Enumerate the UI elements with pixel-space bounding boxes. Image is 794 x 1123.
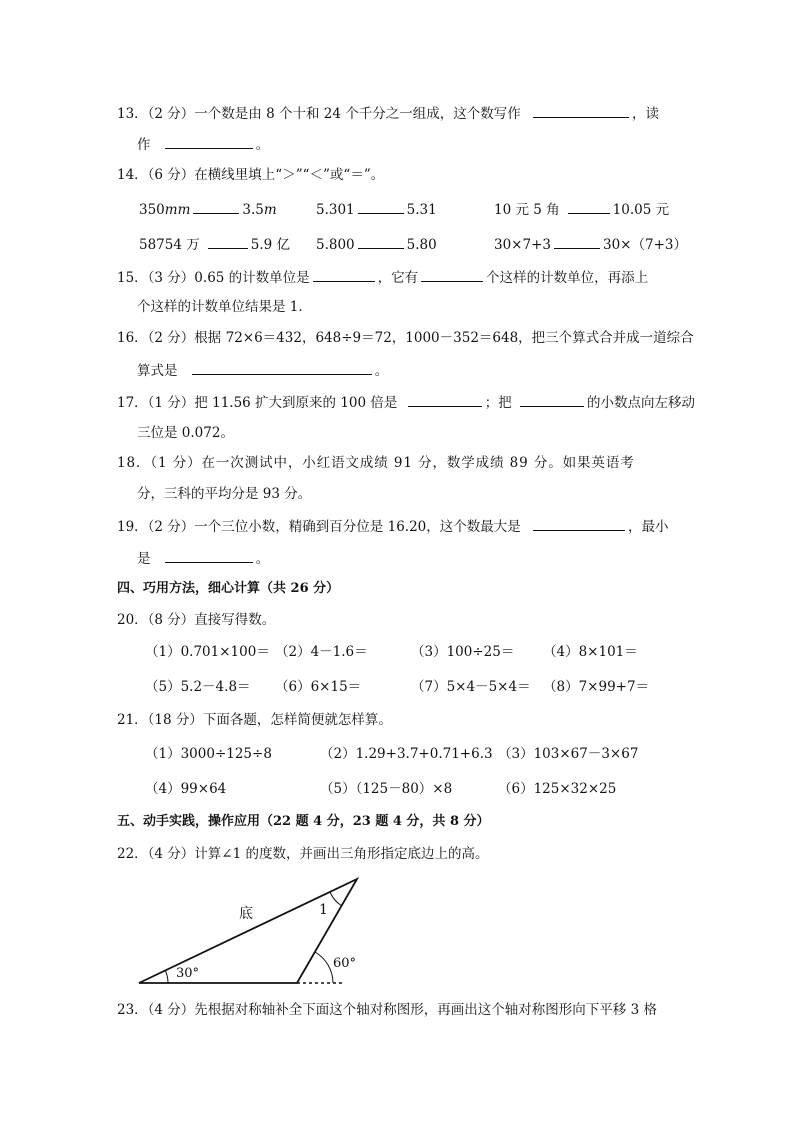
q18-line1: 18．（1 分）在一次测试中，小红语文成绩 91 分，数学成绩 89 分。如果英语考: [117, 455, 635, 471]
label-angle-1: 1: [319, 902, 328, 918]
q14-r1c3: [494, 199, 669, 219]
q17-blank-2[interactable]: [520, 392, 584, 407]
q19-line2: [137, 548, 269, 568]
label-base: 底: [239, 906, 253, 922]
q21-item-6: （6）125×32×25: [498, 781, 617, 797]
q20-item-1: （1）0.701×100＝: [145, 644, 270, 660]
q14-r2c1-a: 58754 万: [139, 237, 200, 253]
q20-item-5: （5）5.2－4.8＝: [145, 679, 251, 695]
q17-text-b: ；把: [484, 395, 512, 411]
q21-stem: 21．（18 分）下面各题，怎样简便就怎样算。: [117, 712, 392, 728]
q17-line1: [117, 392, 695, 412]
q14-r1c3-a: 10 元 5 角: [494, 202, 560, 218]
q15-text-a: 15．（3 分）0.65 的计数单位是: [117, 270, 310, 286]
q13-answer-blank-1[interactable]: [533, 103, 629, 118]
angle-1-arc: [330, 892, 342, 906]
q14-r2c3-a: 30×7+3: [494, 237, 551, 253]
section-5-heading: 五、动手实践，操作应用（22 题 4 分，23 题 4 分，共 8 分）: [117, 814, 490, 829]
q14-r2c2-a: 5.800: [316, 237, 355, 253]
q21-item-5: （5）（125－80）×8: [320, 781, 453, 797]
q19-text-d: 。: [255, 551, 270, 567]
q16-text-a: 算式是: [137, 363, 178, 379]
q15-blank-2[interactable]: [421, 267, 483, 282]
q14-r2c3: [494, 234, 687, 254]
q14-r1c1-a: 350: [139, 202, 165, 218]
q20-item-2: （2）4－1.6＝: [275, 644, 368, 660]
q19-line1: [117, 516, 669, 536]
q14-r1c1-b: 3.5: [242, 202, 264, 218]
q13-line2: [137, 134, 269, 154]
q14-stem: 14．（6 分）在横线里填上“＞”“＜”或“＝”。: [117, 167, 385, 183]
q14-r1c2-b: 5.31: [406, 202, 437, 218]
q15-text-c: 个这样的计数单位，再添上: [486, 270, 649, 286]
q14-blank-1[interactable]: [193, 199, 239, 214]
q16-answer-blank[interactable]: [192, 360, 372, 375]
section-4-heading: 四、巧用方法，细心计算（共 26 分）: [117, 581, 340, 596]
q17-line2: 三位是 0.072。: [137, 425, 234, 441]
q21-item-2: （2）1.29+3.7+0.71+6.3: [320, 746, 493, 762]
q13-text-c: 作: [137, 137, 151, 153]
q14-blank-5[interactable]: [358, 234, 404, 249]
q19-blank-1[interactable]: [533, 516, 625, 531]
q15-line1: [117, 267, 648, 287]
q14-blank-2[interactable]: [358, 199, 404, 214]
q14-r1c3-b: 10.05 元: [612, 202, 670, 218]
q18-line2: 分，三科的平均分是 93 分。: [137, 486, 312, 502]
q15-line2: 个这样的计数单位结果是 1．: [137, 299, 312, 315]
q14-blank-4[interactable]: [208, 234, 248, 249]
q21-item-4: （4）99×64: [145, 781, 227, 797]
q14-blank-3[interactable]: [568, 199, 610, 214]
triangle-shape: [139, 879, 357, 983]
q14-r1c2: [316, 199, 437, 219]
q19-text-a: 19．（2 分）一个三位小数，精确到百分位是 16.20，这个数最大是: [117, 519, 521, 535]
q13-text-d: 。: [255, 137, 270, 153]
q23-line1: 23．（4 分）先根据对称轴补全下面这个轴对称图形，再画出这个轴对称图形向下平移 3 格: [117, 1002, 657, 1018]
q21-item-3: （3）103×67－3×67: [498, 746, 639, 762]
q14-r1c1-unit: mm: [164, 202, 191, 218]
q22-stem: 22．（4 分）计算∠1 的度数，并画出三角形指定底边上的高。: [117, 846, 489, 862]
q17-text-a: 17．（1 分）把 11.56 扩大到原来的 100 倍是: [117, 395, 398, 411]
label-angle-60: 60°: [333, 956, 357, 971]
q13-text-b: ，读: [632, 106, 660, 122]
q21-item-1: （1）3000÷125÷8: [145, 746, 272, 762]
angle-60-arc: [315, 952, 333, 983]
q14-r1c2-a: 5.301: [316, 202, 355, 218]
q20-item-7: （7）5×4－5×4＝: [411, 679, 531, 695]
q20-item-6: （6）6×15＝: [275, 679, 362, 695]
q19-blank-2[interactable]: [165, 548, 253, 563]
q14-r2c1-b: 5.9 亿: [250, 237, 291, 253]
q16-text-b: 。: [374, 363, 389, 379]
q14-r2c3-b: 30×（7+3）: [602, 237, 687, 253]
q20-item-4: （4）8×101＝: [543, 644, 638, 660]
q14-r2c2-b: 5.80: [406, 237, 437, 253]
q15-blank-1[interactable]: [313, 267, 375, 282]
q14-blank-6[interactable]: [554, 234, 600, 249]
q13-text: 13．（2 分）一个数是由 8 个十和 24 个千分之一组成，这个数写作: [117, 106, 521, 122]
q14-r2c2: [316, 234, 437, 254]
q17-text-c: 的小数点向左移动: [586, 395, 695, 411]
q20-item-8: （8）7×99+7＝: [543, 679, 650, 695]
q14-r1c1: [139, 199, 277, 219]
label-angle-30: 30°: [176, 966, 200, 981]
q20-stem: 20．（8 分）直接写得数。: [117, 612, 276, 628]
q19-text-b: ，最小: [628, 519, 669, 535]
q14-r1c1-unit2: m: [263, 202, 277, 218]
q20-item-3: （3）100÷25＝: [411, 644, 515, 660]
q15-text-b: ，它有: [377, 270, 419, 286]
angle-30-arc: [165, 970, 168, 983]
q16-line1: 16．（2 分）根据 72×6＝432，648÷9＝72，1000－352＝648，把三个算式合并成一道综合: [117, 330, 694, 346]
q13-line1: [117, 103, 659, 123]
q17-blank-1[interactable]: [408, 392, 482, 407]
q19-text-c: 是: [137, 551, 151, 567]
q13-answer-blank-2[interactable]: [165, 134, 253, 149]
q14-r2c1: [139, 234, 290, 254]
q16-line2: [137, 360, 388, 380]
